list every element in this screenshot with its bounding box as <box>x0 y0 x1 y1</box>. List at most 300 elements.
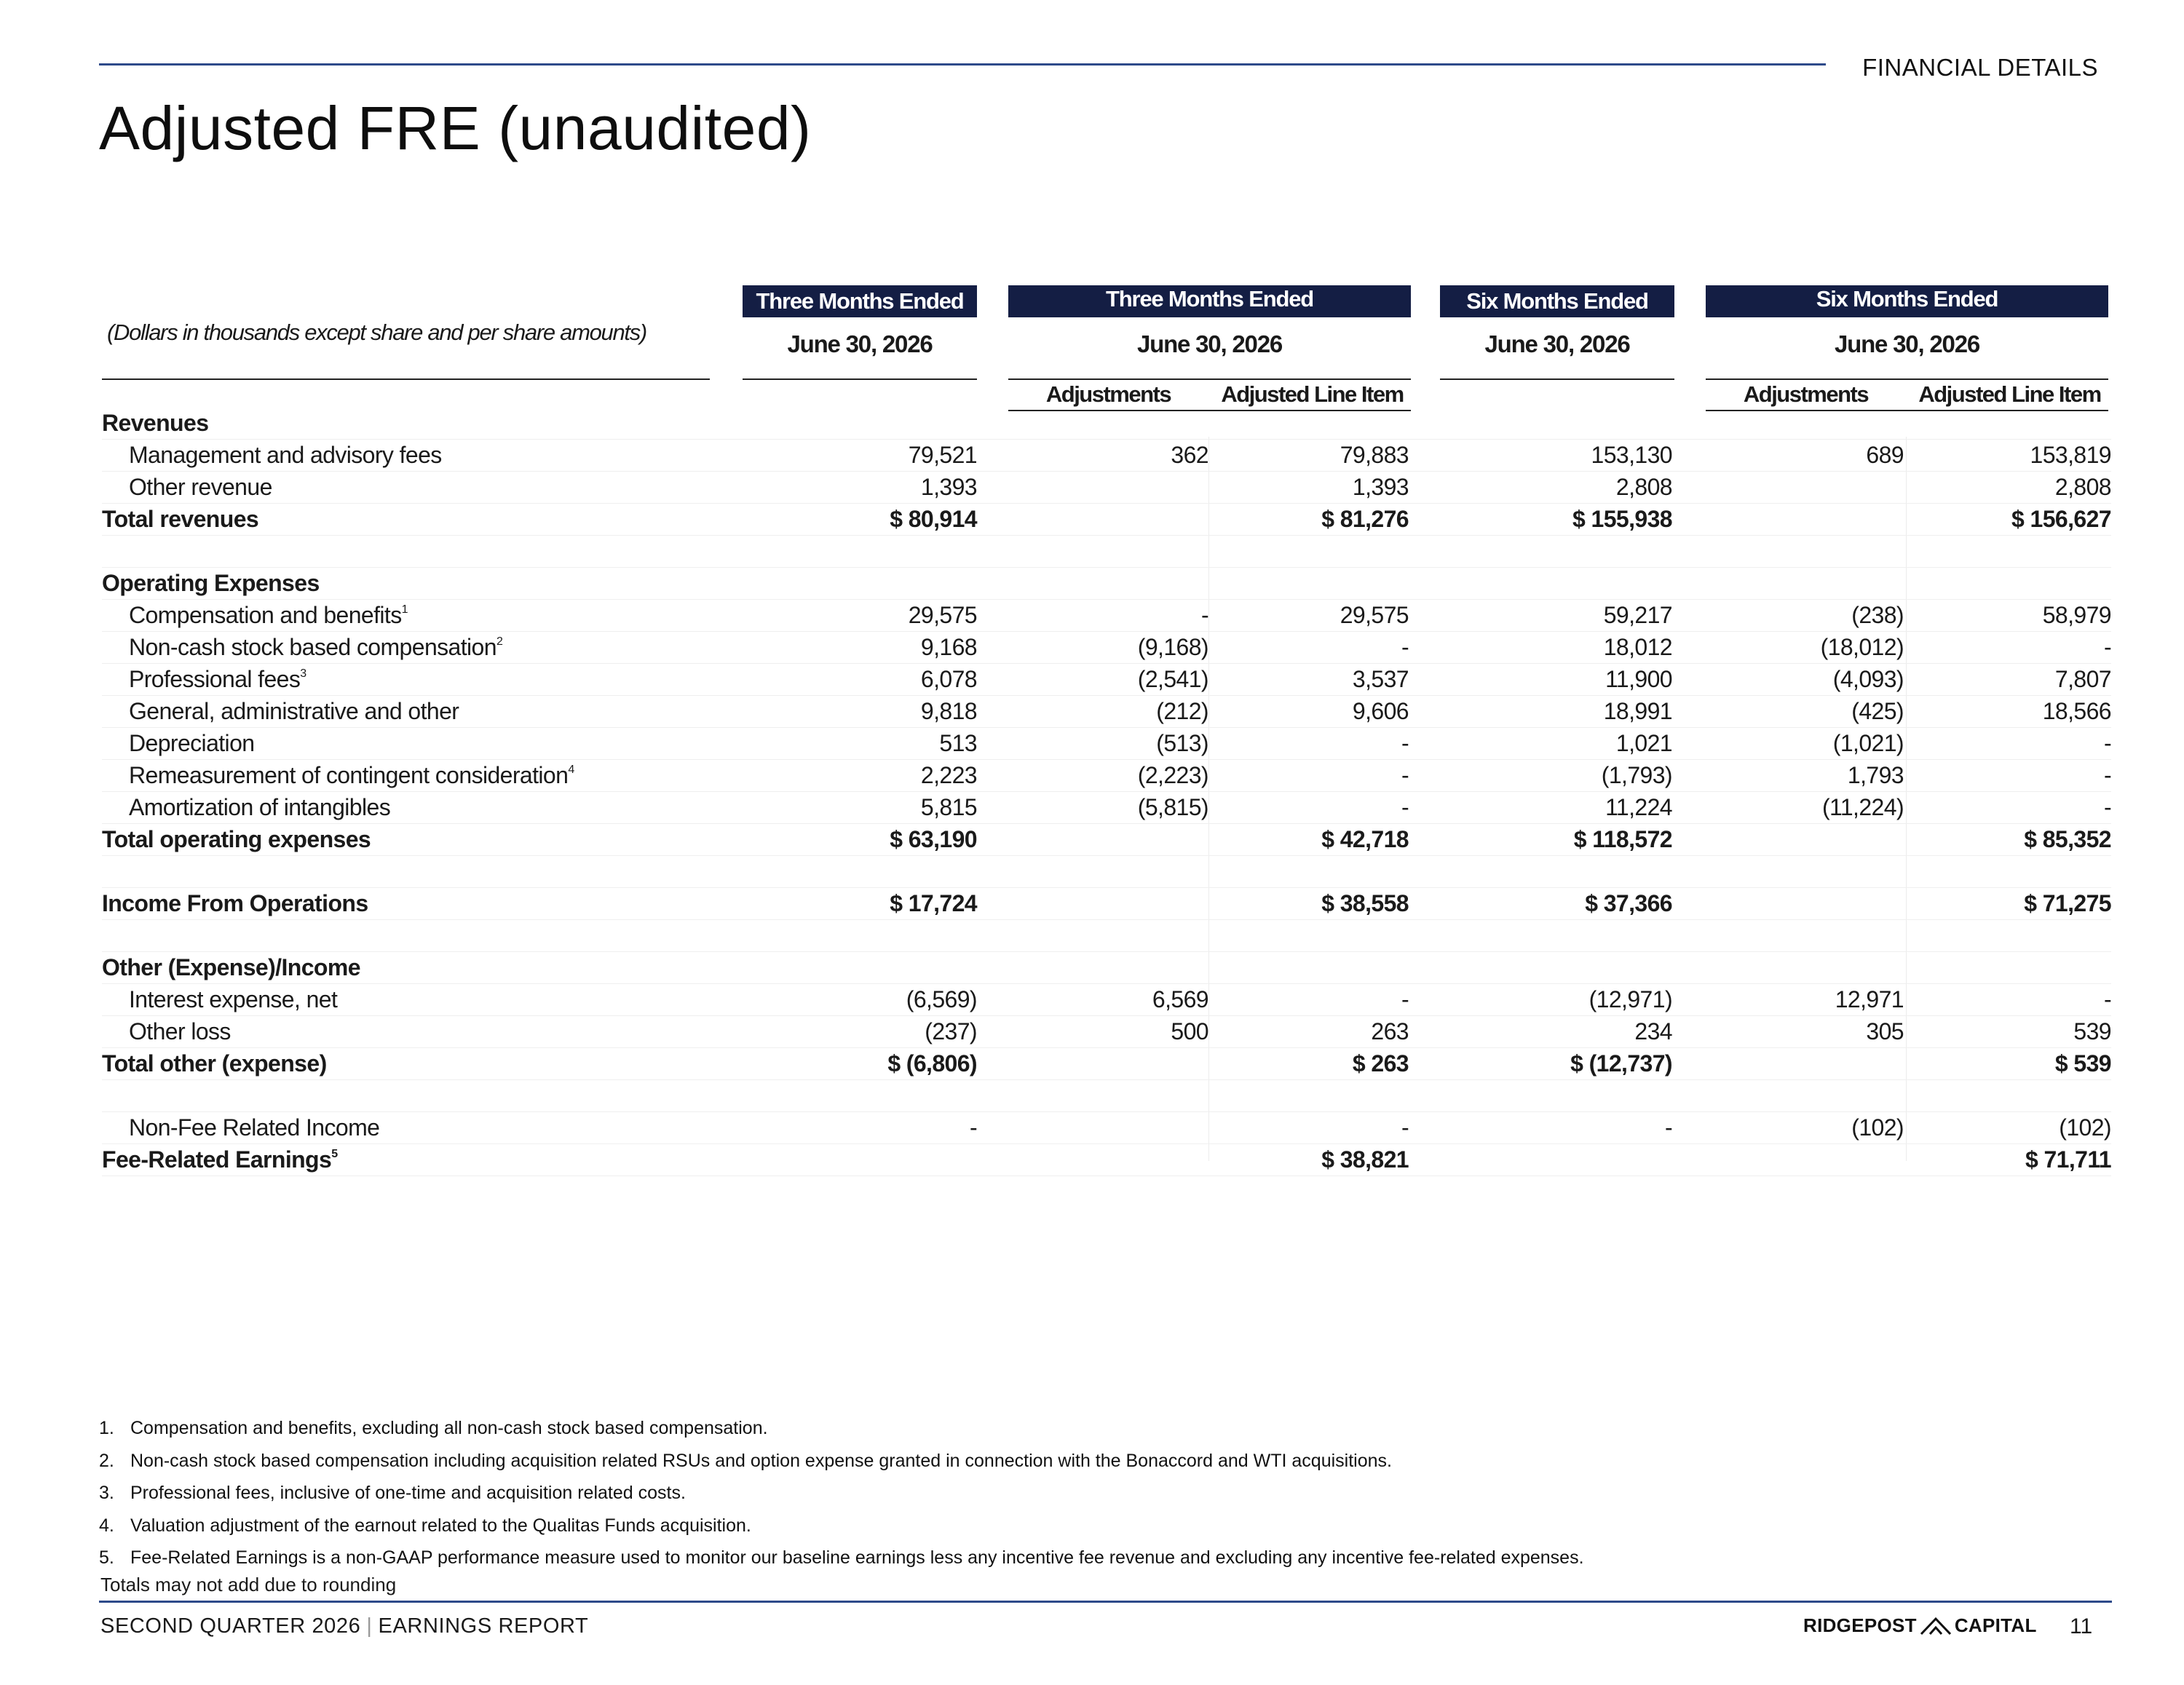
row-label-text: Depreciation <box>129 730 255 756</box>
page-number: 11 <box>2070 1614 2093 1638</box>
logo-right-text: CAPITAL <box>1954 1614 2037 1636</box>
value-cell <box>1208 1080 1409 1112</box>
value-cell: (12,971) <box>1438 984 1672 1016</box>
section-row <box>102 408 2111 440</box>
gap-cell <box>1672 728 1704 760</box>
value-cell <box>1704 824 1904 856</box>
row-label-text: Income From Operations <box>102 890 368 916</box>
value-cell <box>1704 952 1904 984</box>
value-cell <box>1904 408 2111 440</box>
value-cell: 263 <box>1208 1016 1409 1048</box>
value-cell: (102) <box>1704 1112 1904 1144</box>
footnote-number: 1. <box>99 1418 114 1438</box>
value-cell <box>1008 1112 1208 1144</box>
gap-cell <box>1409 792 1438 824</box>
value-cell: 79,883 <box>1208 440 1409 472</box>
value-cell: 500 <box>1008 1016 1208 1048</box>
gap-cell <box>710 920 743 952</box>
value-cell <box>1438 536 1672 568</box>
footnote-number: 3. <box>99 1483 114 1503</box>
gap-cell <box>1409 632 1438 664</box>
gap-cell <box>977 440 1008 472</box>
gap-cell <box>977 952 1008 984</box>
gap-cell <box>1672 952 1704 984</box>
gap-cell <box>1672 856 1704 888</box>
total-row <box>102 888 2111 920</box>
value-cell <box>1438 568 1672 600</box>
gap-cell <box>710 888 743 920</box>
value-cell <box>1008 856 1208 888</box>
value-cell: 1,021 <box>1438 728 1672 760</box>
value-cell: 2,808 <box>1438 472 1672 504</box>
value-cell: $ 539 <box>1904 1048 2111 1080</box>
value-cell: $ 81,276 <box>1208 504 1409 536</box>
gap-cell <box>710 1048 743 1080</box>
total-row <box>102 1048 2111 1080</box>
gap-cell <box>710 728 743 760</box>
subheader-ytd-adjusted-line-item: Adjusted Line Item <box>1918 381 2101 407</box>
table-body <box>102 408 2111 1176</box>
page-title: Adjusted FRE (unaudited) <box>99 94 812 162</box>
gap-cell <box>977 888 1008 920</box>
value-cell: $ (12,737) <box>1438 1048 1672 1080</box>
gap-cell <box>1409 504 1438 536</box>
gap-cell <box>1409 440 1438 472</box>
value-cell: (11,224) <box>1704 792 1904 824</box>
logo-left-text: RIDGEPOST <box>1803 1614 1917 1636</box>
mountain-peak-icon <box>1920 1617 1952 1636</box>
value-cell <box>1904 952 2111 984</box>
gap-cell <box>977 664 1008 696</box>
value-cell <box>1704 408 1904 440</box>
value-cell <box>1704 472 1904 504</box>
value-cell <box>1704 920 1904 952</box>
value-cell: $ 263 <box>1208 1048 1409 1080</box>
value-cell: 18,991 <box>1438 696 1672 728</box>
gap-cell <box>1672 632 1704 664</box>
gap-cell <box>1672 1016 1704 1048</box>
row-label <box>102 600 710 632</box>
row-label-text: Non-Fee Related Income <box>129 1114 380 1141</box>
gap-cell <box>1409 1112 1438 1144</box>
value-cell: $ 71,711 <box>1904 1144 2111 1176</box>
row-label <box>102 856 710 888</box>
table-row <box>102 600 2111 632</box>
row-label-text: Interest expense, net <box>129 986 338 1012</box>
value-cell: - <box>1208 632 1409 664</box>
subheader-q-adjustments: Adjustments <box>1045 381 1171 407</box>
value-cell: (5,815) <box>1008 792 1208 824</box>
gap-cell <box>977 856 1008 888</box>
value-cell: $ 156,627 <box>1904 504 2111 536</box>
gap-cell <box>1409 760 1438 792</box>
subheader-q-adjusted-line-item: Adjusted Line Item <box>1221 381 1404 407</box>
value-cell <box>1438 856 1672 888</box>
gap-cell <box>1409 472 1438 504</box>
value-cell <box>743 1144 977 1176</box>
gap-cell <box>1672 824 1704 856</box>
value-cell: 11,900 <box>1438 664 1672 696</box>
value-cell: 18,012 <box>1438 632 1672 664</box>
gap-cell <box>1409 600 1438 632</box>
spacer-row <box>102 856 2111 888</box>
value-cell <box>1704 1048 1904 1080</box>
gap-cell <box>1409 1016 1438 1048</box>
value-cell: $ 63,190 <box>743 824 977 856</box>
bottom-rule <box>99 1601 2112 1603</box>
rounding-note: Totals may not add due to rounding <box>100 1574 397 1595</box>
table-row <box>102 984 2111 1016</box>
footer-separator: | <box>366 1614 373 1638</box>
gap-cell <box>1672 696 1704 728</box>
gap-cell <box>1672 472 1704 504</box>
value-cell: $ 37,366 <box>1438 888 1672 920</box>
gap-cell <box>710 1080 743 1112</box>
value-cell: 5,815 <box>743 792 977 824</box>
spacer-row <box>102 536 2111 568</box>
value-cell <box>1008 1080 1208 1112</box>
row-label-text: Fee-Related Earnings <box>102 1146 332 1173</box>
value-cell <box>1008 888 1208 920</box>
section-row <box>102 952 2111 984</box>
value-cell <box>1438 1080 1672 1112</box>
gap-cell <box>977 984 1008 1016</box>
table-row <box>102 472 2111 504</box>
value-cell: 305 <box>1704 1016 1904 1048</box>
gap-cell <box>977 920 1008 952</box>
gap-cell <box>1672 1048 1704 1080</box>
table-row <box>102 632 2111 664</box>
value-cell: 153,130 <box>1438 440 1672 472</box>
gap-cell <box>710 472 743 504</box>
footnote-number: 5. <box>99 1547 114 1568</box>
value-cell <box>1904 1080 2111 1112</box>
row-label <box>102 440 710 472</box>
spacer-row <box>102 1080 2111 1112</box>
gap-cell <box>977 1016 1008 1048</box>
value-cell: - <box>1904 760 2111 792</box>
gap-cell <box>710 824 743 856</box>
gap-cell <box>1672 568 1704 600</box>
gap-cell <box>710 1016 743 1048</box>
gap-cell <box>1672 408 1704 440</box>
row-label-text: Total other (expense) <box>102 1050 327 1077</box>
label-header-rule <box>102 378 710 380</box>
gap-cell <box>977 1080 1008 1112</box>
value-cell: 3,537 <box>1208 664 1409 696</box>
value-cell: $ 17,724 <box>743 888 977 920</box>
value-cell <box>1704 888 1904 920</box>
gap-cell <box>977 1144 1008 1176</box>
row-label <box>102 1112 710 1144</box>
value-cell: $ (6,806) <box>743 1048 977 1080</box>
gap-cell <box>977 632 1008 664</box>
gap-cell <box>710 696 743 728</box>
value-cell: 59,217 <box>1438 600 1672 632</box>
value-cell <box>1208 568 1409 600</box>
value-cell: 9,818 <box>743 696 977 728</box>
row-label <box>102 920 710 952</box>
row-label <box>102 1080 710 1112</box>
gap-cell <box>710 568 743 600</box>
gap-cell <box>977 472 1008 504</box>
footnote-text: Fee-Related Earnings is a non-GAAP performance measure used to monitor our baseline earnings less any incentive fee revenue and excluding any incentive fee-related expenses. <box>130 1547 1584 1568</box>
gap-cell <box>977 408 1008 440</box>
row-label <box>102 760 710 792</box>
table-row <box>102 792 2111 824</box>
date-ytd-adjusted: June 30, 2026 <box>1834 330 1980 357</box>
value-cell <box>1208 920 1409 952</box>
gap-cell <box>1409 824 1438 856</box>
value-cell: (513) <box>1008 728 1208 760</box>
value-cell: - <box>1208 792 1409 824</box>
value-cell: 9,168 <box>743 632 977 664</box>
gap-cell <box>1409 1080 1438 1112</box>
value-cell: 2,808 <box>1904 472 2111 504</box>
gap-cell <box>1672 1080 1704 1112</box>
units-note: (Dollars in thousands except share and per share amounts) <box>107 320 646 345</box>
row-label <box>102 984 710 1016</box>
value-cell <box>1008 408 1208 440</box>
footnote-ref: 1 <box>401 603 408 616</box>
value-cell: - <box>1904 632 2111 664</box>
value-cell: - <box>1208 984 1409 1016</box>
value-cell: 1,793 <box>1704 760 1904 792</box>
gap-cell <box>977 1112 1008 1144</box>
value-cell <box>1704 504 1904 536</box>
gap-cell <box>1672 920 1704 952</box>
value-cell: 234 <box>1438 1016 1672 1048</box>
value-cell <box>1008 824 1208 856</box>
gap-cell <box>1409 920 1438 952</box>
total-row <box>102 504 2111 536</box>
value-cell <box>743 536 977 568</box>
row-label <box>102 1048 710 1080</box>
gap-cell <box>977 1048 1008 1080</box>
value-cell: (425) <box>1704 696 1904 728</box>
row-label-text: Operating Expenses <box>102 570 320 596</box>
row-label-text: Amortization of intangibles <box>129 794 391 820</box>
gap-cell <box>977 760 1008 792</box>
gap-cell <box>977 824 1008 856</box>
value-cell: - <box>1208 760 1409 792</box>
gap-cell <box>1409 696 1438 728</box>
value-cell <box>743 952 977 984</box>
gap-cell <box>977 536 1008 568</box>
row-label <box>102 888 710 920</box>
value-cell: (102) <box>1904 1112 2111 1144</box>
value-cell <box>1438 952 1672 984</box>
gap-cell <box>710 600 743 632</box>
footnote-number: 4. <box>99 1515 114 1536</box>
section-row <box>102 568 2111 600</box>
value-cell: 29,575 <box>743 600 977 632</box>
gap-cell <box>1672 440 1704 472</box>
gap-cell <box>710 792 743 824</box>
value-cell: - <box>743 1112 977 1144</box>
value-cell <box>1704 856 1904 888</box>
gap-cell <box>977 600 1008 632</box>
value-cell: 18,566 <box>1904 696 2111 728</box>
footer-period: SECOND QUARTER 2026 <box>100 1614 361 1638</box>
value-cell <box>743 1080 977 1112</box>
footnote-text: Non-cash stock based compensation including acquisition related RSUs and option expense granted in connection with the Bonaccord and WTI acquisitions. <box>130 1450 1392 1471</box>
top-rule <box>99 63 1826 66</box>
gap-cell <box>1409 888 1438 920</box>
row-label-text: Other revenue <box>129 474 272 500</box>
gap-cell <box>710 760 743 792</box>
value-cell: 2,223 <box>743 760 977 792</box>
financial-table <box>102 408 2111 1176</box>
footnote-text: Professional fees, inclusive of one-time and acquisition related costs. <box>130 1483 686 1503</box>
footnote-text: Valuation adjustment of the earnout related to the Qualitas Funds acquisition. <box>130 1515 751 1536</box>
footnote-text: Compensation and benefits, excluding all non-cash stock based compensation. <box>130 1418 768 1438</box>
header-q-adjusted: Three Months Ended <box>1008 285 1411 317</box>
row-label <box>102 632 710 664</box>
gap-cell <box>1672 664 1704 696</box>
value-cell: 6,569 <box>1008 984 1208 1016</box>
value-cell: (2,541) <box>1008 664 1208 696</box>
gap-cell <box>1672 536 1704 568</box>
row-label <box>102 952 710 984</box>
value-cell <box>1008 536 1208 568</box>
footnotes-list <box>99 1412 1584 1574</box>
value-cell: 513 <box>743 728 977 760</box>
value-cell: 153,819 <box>1904 440 2111 472</box>
value-cell: (238) <box>1704 600 1904 632</box>
date-q-reported: June 30, 2026 <box>787 330 933 357</box>
footer-report-label <box>100 1614 588 1638</box>
value-cell <box>1704 1144 1904 1176</box>
table-row <box>102 728 2111 760</box>
value-cell <box>1904 856 2111 888</box>
gap-cell <box>710 984 743 1016</box>
footnote-item <box>99 1412 1584 1445</box>
value-cell <box>1008 952 1208 984</box>
value-cell: 9,606 <box>1208 696 1409 728</box>
value-cell: 79,521 <box>743 440 977 472</box>
row-label-text: Total revenues <box>102 506 259 532</box>
gap-cell <box>1409 536 1438 568</box>
footnote-ref: 3 <box>300 667 306 680</box>
footnote-ref: 5 <box>331 1148 338 1160</box>
row-label-text: Compensation and benefits <box>129 602 402 628</box>
gap-cell <box>1409 952 1438 984</box>
gap-cell <box>710 504 743 536</box>
value-cell: $ 155,938 <box>1438 504 1672 536</box>
value-cell <box>1904 920 2111 952</box>
gap-cell <box>977 792 1008 824</box>
table-row <box>102 664 2111 696</box>
total-row <box>102 1144 2111 1176</box>
gap-cell <box>710 632 743 664</box>
value-cell <box>1008 1048 1208 1080</box>
date-ytd-reported: June 30, 2026 <box>1484 330 1630 357</box>
value-cell: 362 <box>1008 440 1208 472</box>
value-cell: 1,393 <box>1208 472 1409 504</box>
gap-cell <box>710 1144 743 1176</box>
value-cell <box>1438 1144 1672 1176</box>
row-label-text: Professional fees <box>129 666 301 692</box>
value-cell: 12,971 <box>1704 984 1904 1016</box>
value-cell: - <box>1904 984 2111 1016</box>
row-label <box>102 408 710 440</box>
value-cell <box>1008 920 1208 952</box>
footnote-item <box>99 1542 1584 1574</box>
footnote-item <box>99 1477 1584 1510</box>
value-cell: $ 71,275 <box>1904 888 2111 920</box>
value-cell <box>1208 408 1409 440</box>
row-label <box>102 1016 710 1048</box>
gap-cell <box>1672 1144 1704 1176</box>
footnote-item <box>99 1510 1584 1542</box>
gap-cell <box>1409 1144 1438 1176</box>
value-cell: $ 85,352 <box>1904 824 2111 856</box>
table-row <box>102 440 2111 472</box>
footnote-ref: 2 <box>496 635 503 648</box>
gap-cell <box>1672 792 1704 824</box>
gap-cell <box>977 696 1008 728</box>
table-row <box>102 1016 2111 1048</box>
value-cell <box>1008 504 1208 536</box>
value-cell <box>1008 1144 1208 1176</box>
row-label <box>102 664 710 696</box>
value-cell: $ 42,718 <box>1208 824 1409 856</box>
value-cell: (237) <box>743 1016 977 1048</box>
value-cell <box>1904 568 2111 600</box>
value-cell: (6,569) <box>743 984 977 1016</box>
value-cell: (1,793) <box>1438 760 1672 792</box>
gap-cell <box>1409 728 1438 760</box>
section-label: FINANCIAL DETAILS <box>1862 54 2098 81</box>
value-cell: $ 38,821 <box>1208 1144 1409 1176</box>
row-label <box>102 696 710 728</box>
company-logo <box>1803 1614 2037 1637</box>
header-ytd-adjusted: Six Months Ended <box>1706 285 2108 317</box>
gap-cell <box>1409 984 1438 1016</box>
gap-cell <box>710 440 743 472</box>
value-cell <box>1008 472 1208 504</box>
value-cell: $ 80,914 <box>743 504 977 536</box>
gap-cell <box>710 664 743 696</box>
value-cell: 1,393 <box>743 472 977 504</box>
value-cell: $ 118,572 <box>1438 824 1672 856</box>
value-cell <box>1438 920 1672 952</box>
value-cell <box>1704 1080 1904 1112</box>
value-cell: (18,012) <box>1704 632 1904 664</box>
value-cell <box>743 920 977 952</box>
value-cell <box>743 568 977 600</box>
gap-cell <box>710 856 743 888</box>
value-cell: - <box>1208 728 1409 760</box>
date-q-adjusted: June 30, 2026 <box>1136 330 1283 357</box>
header-q-reported: Three Months Ended <box>743 285 977 317</box>
spacer-row <box>102 920 2111 952</box>
gap-cell <box>1409 408 1438 440</box>
header-ytd-reported: Six Months Ended <box>1440 285 1674 317</box>
subheader-ytd-adjustments: Adjustments <box>1743 381 1869 407</box>
value-cell: - <box>1008 600 1208 632</box>
date-rule-ytd-reported <box>1440 378 1674 380</box>
footnote-ref: 4 <box>568 764 574 776</box>
value-cell: 29,575 <box>1208 600 1409 632</box>
gap-cell <box>1672 888 1704 920</box>
row-label-text: Revenues <box>102 410 209 436</box>
footnote-item <box>99 1445 1584 1478</box>
value-cell: - <box>1208 1112 1409 1144</box>
value-cell: 6,078 <box>743 664 977 696</box>
value-cell <box>743 408 977 440</box>
